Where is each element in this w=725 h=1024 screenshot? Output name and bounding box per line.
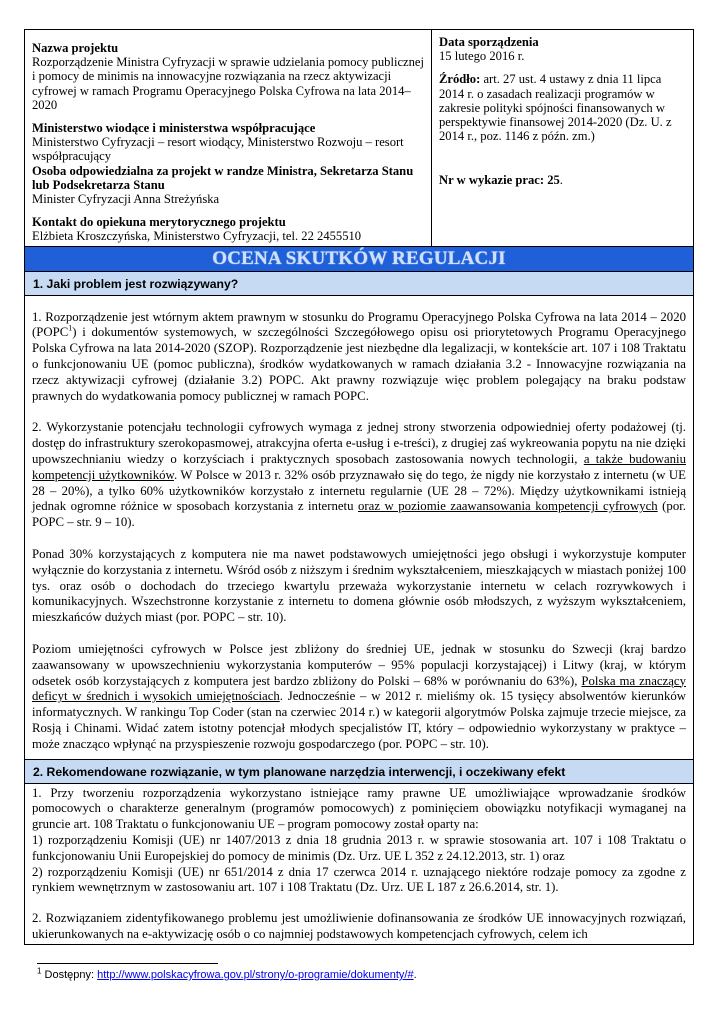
title-cell [25, 246, 694, 271]
source-text [439, 72, 687, 143]
s1p2-text-b: . W Polsce w 2013 r. 32% osób przyznawało się do tego, że nigdy nie korzystało z internetu (w UE 28 – 20%), a tylko 60% użytkowników korzystało z internetu regularnie (UE 28 – 72%). Między użytkownikami istnieją jednak ogromne różnice w sposobach korzystania z internetu [32, 467, 686, 514]
document-page [24, 29, 693, 945]
document-title: OCENA SKUTKÓW REGULACJI [212, 247, 506, 269]
footnote-link[interactable]: http://www.polskacyfrowa.gov.pl/strony/o-programie/dokumenty/# [97, 969, 414, 981]
footnote [37, 966, 417, 981]
s1p2-text-a: 2. Wykorzystanie potencjału technologii cyfrowych wymaga z jednej strony stworzenia odpowiedniej oferty podażowej (tj. dostęp do infrastruktury szerokopasmowej, atrakcyjna oferta e-usług i e-treści), z drugiej zaś wykreowania popytu na nie dzięki upowszechnianiu wiedzy o korzyściach i praktycznych sposobach zastosowania nowych technologii, [32, 420, 686, 467]
contact-label: Kontakt do opiekuna merytorycznego projektu [32, 215, 286, 230]
meta-info-cell [432, 30, 694, 247]
project-info-cell [25, 30, 432, 247]
source-label: Źródło: [439, 72, 481, 87]
s1p4-text-a: Poziom umiejętności cyfrowych w Polsce jest zbliżony do średniej UE, jednak w stosunku do Szwecji (kraj bardzo zaawansowany w upowszechnieniu wykorzystania komputerów – 95% populacji korzystającej) i Litwy (kraj, w którym odsetek osób korzystających z komputera jest bardzo zbliżony do Polski – 68% w porównaniu do 63%), [32, 641, 686, 688]
section2-heading: 2. Rekomendowane rozwiązanie, w tym planowane narzędzia interwencji, i oczekiwany efekt [33, 764, 566, 779]
s2p1-text: 1. Przy tworzeniu rozporządzenia wykorzystano istniejące ramy prawne UE umożliwiające wprowadzanie środków pomocowych o charakterze generalnym (programów pomocowych) z pominięciem obowiązku notyfikacji wymaganej na gruncie art. 108 Traktatu o funkcjonowaniu UE – program pomocowy został oparty na: [32, 785, 686, 832]
osr-table [24, 29, 694, 945]
ministry-value: Ministerstwo Cyfryzacji – resort wiodący, Ministerstwo Rozwoju – resort współpracujący [32, 135, 404, 164]
section1-paragraph-3: Ponad 30% korzystających z komputera nie ma nawet podstawowych umiejętności jego obsługi i wykorzystuje komputer wyłącznie do korzystania z internetu. Wśród osób z niższym i średnim wykształceniem, mieszkających w miastach poniżej 100 tys. oraz osób o dochodach do trzeciego kwartylu przeważa wykorzystanie internetu w celach rozrywkowych i komunikacyjnych. Wszechstronne korzystanie z internetu to domena głównie osób młodszych, z wyższym wykształceniem, mieszkańców dużych miast (por. POPC – str. 10). [32, 547, 686, 625]
footnote-ref: 1 [68, 324, 73, 334]
list-number: Nr w wykazie prac: 25. [439, 173, 563, 188]
responsible-label: Osoba odpowiedzialna za projekt w randze Ministra, Sekretarza Stanu lub Podsekretarza Stanu [32, 163, 414, 192]
s1p1-text-a: 1. Rozporządzenie jest wtórnym aktem prawnym w stosunku do Programu Operacyjnego Polska Cyfrowa na lata 2014 – 2020 (POPC [32, 309, 686, 340]
section1-paragraph-2 [32, 420, 686, 531]
section2-list-item-2: 2) rozporządzeniu Komisji (UE) nr 651/2014 z dnia 17 czerwca 2014 r. uznającego niektóre rodzaje pomocy za zgodne z rynkiem wewnętrznym w zastosowaniu art. 107 i 108 Traktatu (Dz. Urz. UE L 187 z 26.6.2014, str. 1). [32, 864, 686, 895]
source-value: art. 27 ust. 4 ustawy z dnia 11 lipca 2014 r. o zasadach realizacji programów w zakresie polityki spójności finansowanych w perspektywie finansowej 2014-2020 (Dz. U. z 2014 r., poz. 1146 z późn. zm.) [439, 72, 672, 144]
section1-body [25, 295, 694, 759]
contact-value: Elżbieta Kroszczyńska, Ministerstwo Cyfryzacji, tel. 22 2455510 [32, 229, 362, 244]
project-name: Rozporządzenie Ministra Cyfryzacji w sprawie udzielania pomocy publicznej i pomocy de minimis na innowacyjne rozwiązania na rzecz aktywizacji cyfrowej w ramach Programu Operacyjnego Polska Cyfrowa na lata 2014–2020 [32, 55, 425, 112]
footnote-label: Dostępny: [41, 969, 98, 981]
section2-paragraph-2: 2. Rozwiązaniem zidentyfikowanego problemu jest umożliwienie dofinansowania ze środków UE innowacyjnych rozwiązań, ukierunkowanych na e-aktywizację osób o co najmniej podstawowych kompetencjach cyfrowych, celem ich [32, 911, 686, 941]
section2-paragraph-1 [32, 786, 686, 833]
s1p4-text-b: . Jednocześnie – w 2012 r. mieliśmy ok. 15 tysięcy absolwentów kierunków informatycznych. W rankingu Top Coder (stan na czerwiec 2014 r.) w kategorii algorytmów Polska zajmuje trzecie miejsce, za Rosją i Chinami. Widać zatem istotny potencjał młodych specjalistów IT, który – odpowiednio wykorzystany w praktyce – może znacząco wpłynąć na przyspieszenie rozwoju gospodarczego (por. POPC – str. 10). [32, 689, 686, 751]
section1-paragraph-4 [32, 642, 686, 753]
section1-header [25, 271, 694, 295]
project-label: Nazwa projektu [32, 41, 119, 55]
section1-paragraph-1 [32, 310, 686, 405]
list-label: Nr w wykazie prac: [439, 173, 545, 188]
list-value: 25 [547, 173, 560, 188]
s1p4-underline: Polska ma znaczący deficyt w średnich i wysokich umiejętnościach [32, 673, 686, 704]
section2-body [25, 783, 694, 944]
section2-list-item-1: 1) rozporządzeniu Komisji (UE) nr 1407/2013 z dnia 18 grudnia 2013 r. w sprawie stosowania art. 107 i 108 Traktatu o funkcjonowaniu Unii Europejskiej do pomocy de minimis (Dz. Urz. UE L 352 z 24.12.2013, str. 1) oraz [32, 832, 686, 863]
footnote-number: 1 [37, 966, 42, 976]
ministry-label: Ministerstwo wiodące i ministerstwa współpracujące [32, 121, 316, 136]
s1p1-text-b: ) i dokumentów systemowych, w szczególności Szczegółowego opisu osi priorytetowych Programu Operacyjnego Polska Cyfrowa na lata 2014-2020 (SZOP). Rozporządzenie jest niezbędne dla legalizacji, w kontekście art. 107 i 108 Traktatu o funkcjonowaniu UE (pomoc publiczna), środków wydatkowanych w ramach działania 3.2 - Innowacyjne rozwiązania na rzecz aktywizacji cyfrowej (działanie 3.2) POPC. Akt prawny rozwiązuje więc problem polegający na braku podstaw prawnych do wydatkowania pomocy publicznej w ramach POPC. [32, 325, 686, 403]
footnote-separator [37, 963, 218, 964]
s1p2-underline-1: a także budowaniu kompetencji użytkowników [32, 452, 686, 482]
s1p2-text-c: (por. POPC – str. 9 – 10). [32, 499, 686, 530]
footnote-tail: . [413, 969, 417, 981]
section2-header [25, 759, 694, 783]
date-label: Data sporządzenia [439, 35, 539, 49]
responsible-value: Minister Cyfryzacji Anna Streżyńska [32, 192, 220, 207]
date-value: 15 lutego 2016 r. [439, 49, 525, 64]
s1p2-underline-2: oraz w poziomie zaawansowania kompetencji cyfrowych [358, 499, 658, 514]
section1-heading: 1. Jaki problem jest rozwiązywany? [33, 276, 239, 291]
